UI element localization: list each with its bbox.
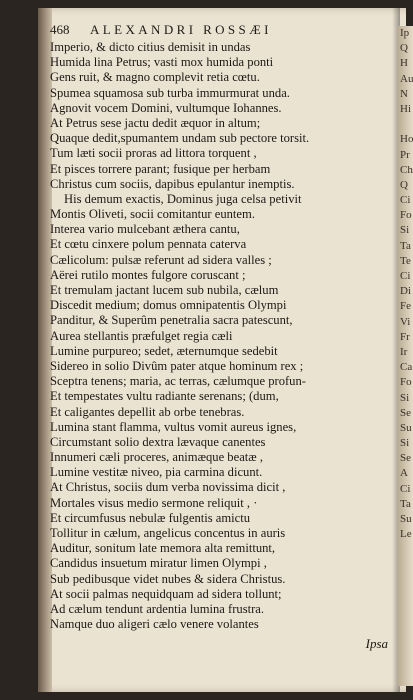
edge-fragment: Fe (400, 300, 411, 313)
verse-line: At Petrus sese jactu dedit æquor in altum; (50, 115, 261, 130)
verse-line: Agnovit vocem Domini, vultumque Iohannes. (50, 100, 282, 115)
edge-fragment: Ta (400, 497, 411, 510)
book-page (38, 8, 406, 692)
verse-line: Lumine vestitæ niveo, pia carmina dicunt. (50, 465, 263, 480)
verse-line: Lumine purpureo; sedet, æternumque sedebit (50, 343, 278, 358)
edge-fragment: Ci (400, 270, 411, 282)
verse-line: Et cœtu cinxere polum pennata caterva (50, 237, 247, 252)
edge-fragment: Ca (400, 361, 413, 374)
edge-fragment: Vi (400, 315, 411, 328)
verse-line: Mortales visus medio sermone reliquit , · (50, 495, 258, 510)
edge-fragment: Hi (400, 102, 411, 115)
verse-line: Aërei rutilo montes fulgore coruscant ; (50, 267, 246, 282)
verse-line: Circumstant solio dextra lævaque canentes (50, 434, 266, 449)
running-title: ALEXANDRI ROSSÆI (90, 22, 272, 37)
verse-line: Panditur, & Superûm penetralia sacra patescunt, (50, 313, 293, 328)
verse-line: Gens ruit, & magno complevit retia cœtu. (50, 70, 260, 85)
edge-fragment: Fo (400, 376, 412, 389)
edge-fragment: Su (400, 513, 412, 525)
adjacent-page-edge (397, 26, 413, 686)
verse-line: Quaque dedit,spumantem undam sub pectore torsit. (50, 131, 310, 146)
verse-line: Christus cum sociis, dapibus epulantur inemptis. (50, 176, 295, 191)
catchword: Ipsa (365, 636, 388, 651)
edge-fragment: Pr (400, 148, 410, 161)
verse-line: Spumea squamosa sub turba immurmurat unda. (50, 85, 290, 100)
verse-line: At socii palmas nequidquam ad sidera tollunt; (50, 586, 282, 601)
edge-fragment: Se (400, 452, 411, 465)
verse-line: Et caligantes depellit ab orbe tenebras. (50, 404, 245, 419)
edge-fragment: Ci (400, 482, 411, 495)
verse-line: Cælicolum: pulsæ referunt ad sidera valles ; (50, 252, 272, 267)
page-number: 468 (50, 22, 70, 37)
edge-fragment: Q (400, 178, 408, 191)
edge-fragment: Si (400, 224, 410, 237)
edge-fragment: Si (400, 437, 410, 450)
edge-fragment: Ci (400, 194, 411, 207)
page-header (50, 22, 388, 40)
verse-line: Sidereo in solio Divûm pater atque hominum rex ; (50, 358, 304, 373)
edge-fragment: Q (400, 42, 408, 55)
verse-line: Discedit medium; domus omnipatentis Olympi (50, 298, 287, 313)
verse-line: Interea vario mulcebant æthera cantu, (50, 222, 240, 237)
edge-fragment: Se (400, 406, 411, 419)
verse-line: Montis Oliveti, socii comitantur euntem. (50, 207, 255, 222)
edge-fragment: Su (400, 421, 412, 434)
verse-line: Et pisces torrere parant; fusique per herbam (50, 161, 271, 176)
verse-line: Tollitur in cælum, angelicus concentus in auris (50, 526, 286, 540)
edge-fragment (397, 117, 413, 132)
edge-fragment: H (400, 57, 408, 70)
verse-line: Et circumfusus nebulæ fulgentis amictu (50, 510, 251, 525)
verse-line: Aurea stellantis præfulget regia cæli (50, 328, 233, 343)
verse-text (50, 40, 395, 632)
verse-line: Auditur, sonitum late memora alta remittunt, (50, 541, 276, 556)
edge-fragment: Te (400, 254, 411, 267)
edge-fragment: Si (400, 391, 410, 404)
edge-fragment: Ch (400, 163, 413, 176)
edge-fragment: Fo (400, 209, 412, 222)
verse-line: Et tremulam jactant lucem sub nubila, cælum (50, 283, 279, 297)
verse-line: Lumina stant flamma, vultus vomit aureus ignes, (50, 419, 297, 434)
verse-line: Ad cælum tendunt ardentia lumina frustra. (50, 601, 265, 616)
edge-fragment: Ir (400, 345, 408, 358)
verse-line: Sub pedibusque videt nubes & sidera Christus. (50, 571, 286, 586)
verse-line: Imperio, & dicto citius demisit in undas (50, 40, 251, 54)
edge-fragment: Ho (400, 133, 413, 146)
edge-fragment: Le (400, 528, 412, 541)
edge-fragment: A (400, 467, 408, 480)
edge-fragment: N (400, 87, 408, 100)
edge-fragment: Fr (400, 330, 410, 343)
edge-fragment: Ip (400, 27, 410, 39)
verse-line: Sceptra tenens; maria, ac terras, cælumque profun- (50, 374, 306, 389)
verse-line: Candidus insuetum miratur limen Olympi , (50, 556, 267, 571)
verse-line: Innumeri cæli proceres, animæque beatæ , (50, 450, 263, 465)
verse-line: Humida lina Petrus; vasti mox humida ponti (50, 55, 274, 70)
edge-fragment: Au (400, 72, 413, 85)
verse-line: Et tempestates vultu radiante serenans; (dum, (50, 389, 279, 404)
edge-fragment: Di (400, 285, 411, 298)
verse-line: Tum læti socii proras ad littora torquent , (50, 146, 257, 161)
verse-line: Namque duo aligeri cælo venere volantes (50, 617, 259, 632)
edge-fragment: Ta (400, 239, 411, 252)
verse-line: His demum exactis, Dominus juga celsa petivit (64, 191, 302, 206)
verse-line: At Christus, sociis dum verba novissima dicit , (50, 480, 286, 495)
